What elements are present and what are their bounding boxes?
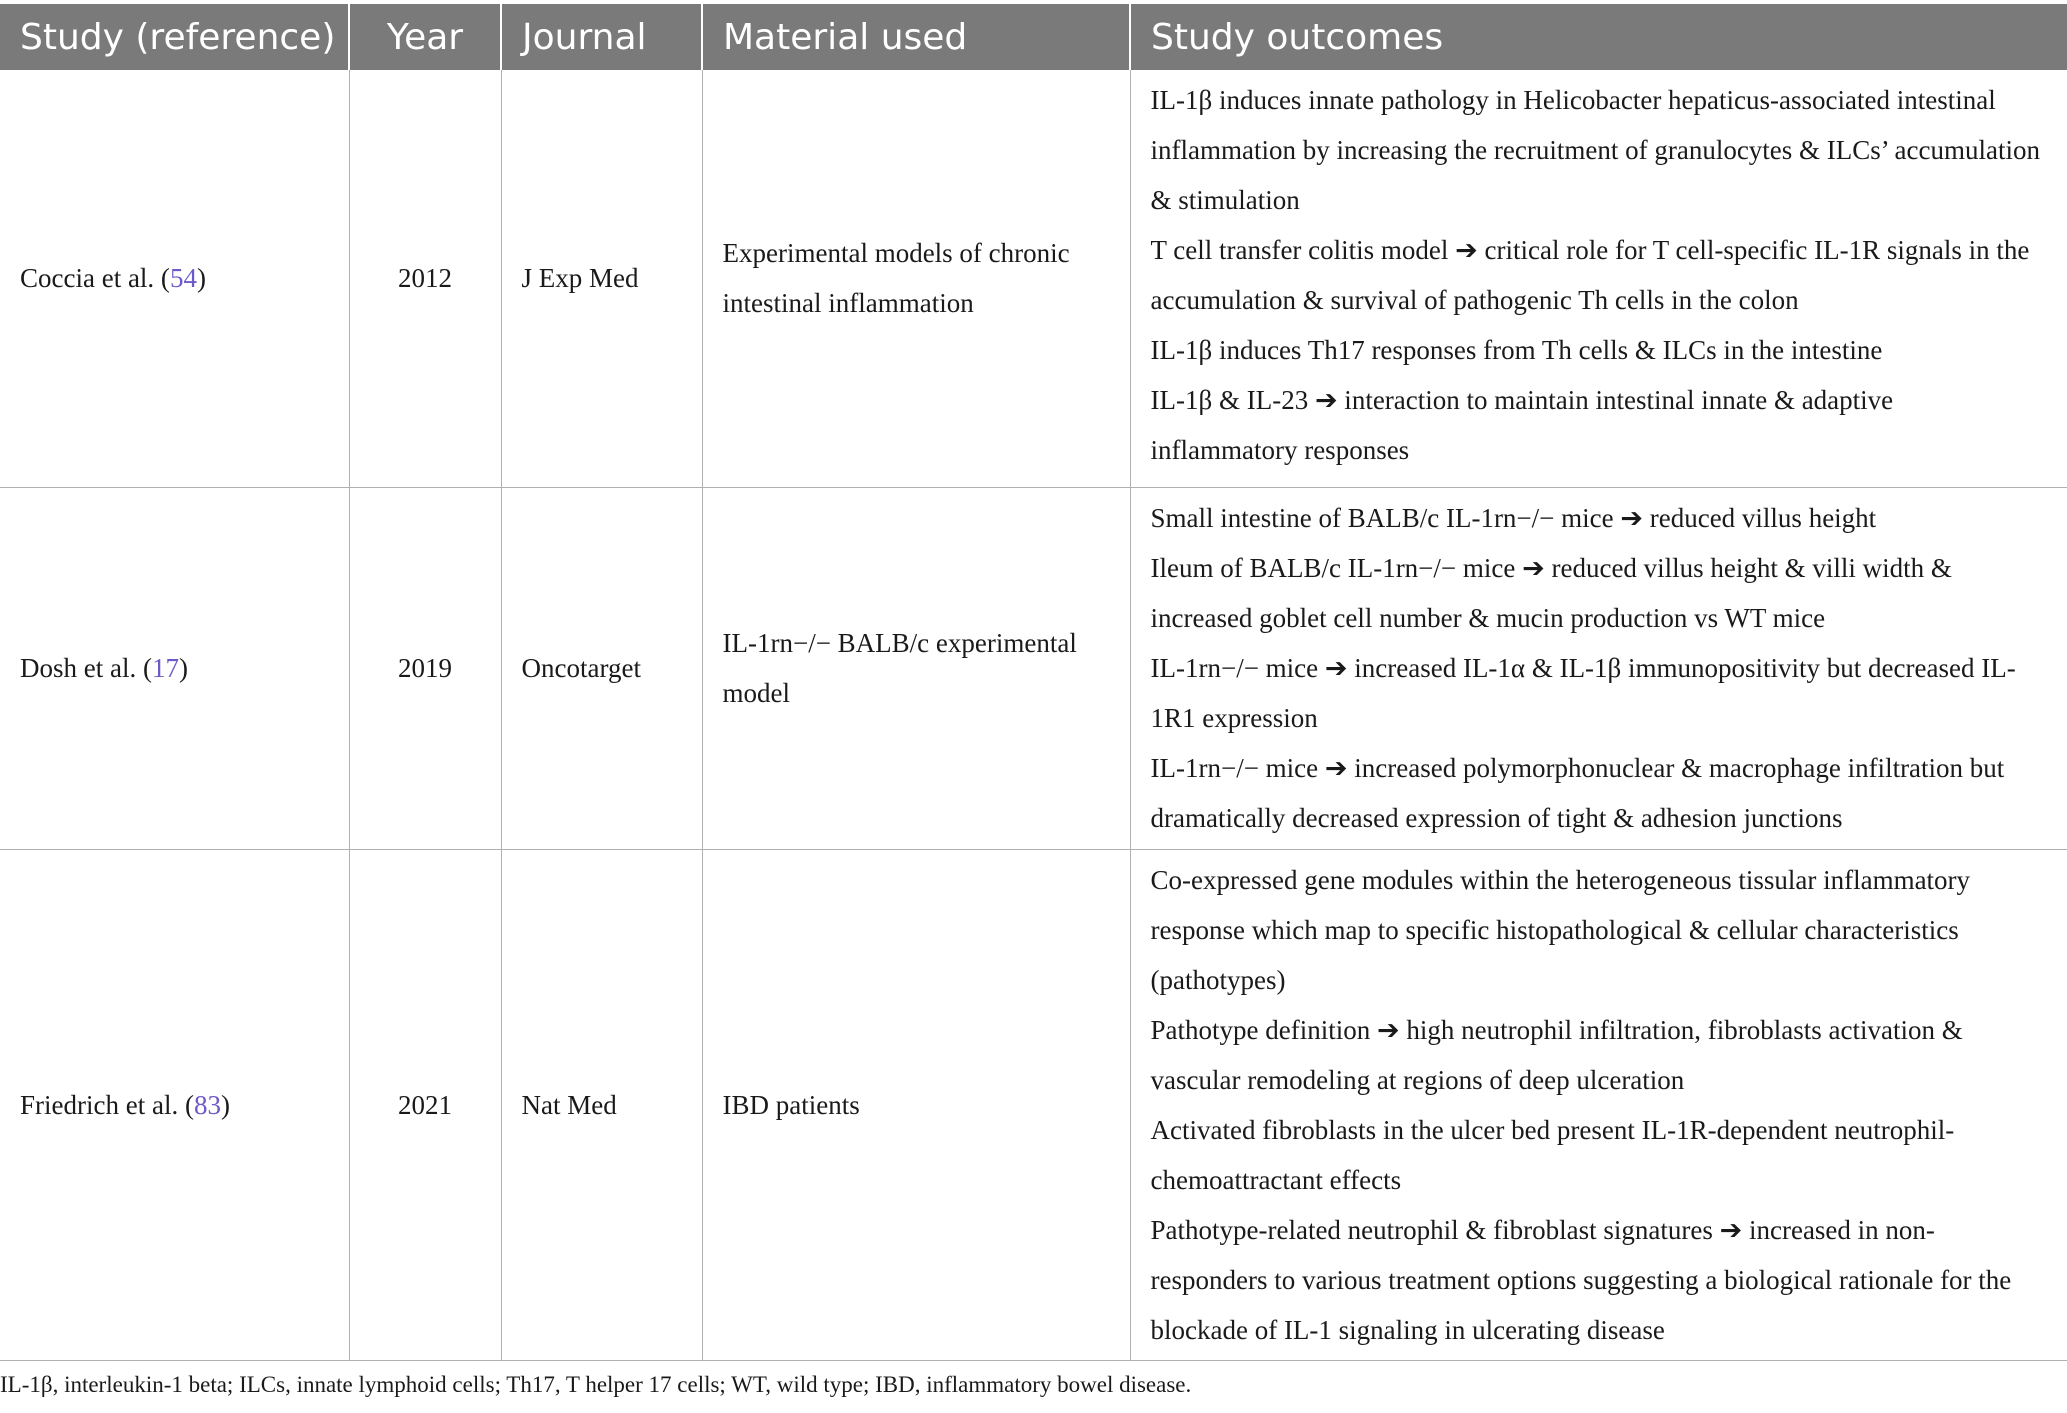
material-cell: IL-1rn−/− BALB/c experimental model — [702, 487, 1130, 849]
year-cell: 2021 — [349, 849, 501, 1360]
studies-table — [0, 4, 2067, 1361]
study-cell — [0, 487, 349, 849]
journal-cell: Nat Med — [501, 849, 702, 1360]
outcome-item: Pathotype-related neutrophil & fibroblast signatures ➔ increased in non-responders to various treatment options suggesting a biological rationale for the blockade of IL-1 signaling in ulcerating disease — [1150, 1214, 2012, 1345]
table-footnote: IL-1β, interleukin-1 beta; ILCs, innate lymphoid cells; Th17, T helper 17 cells; WT, wild type; IBD, inflammatory bowel disease. — [0, 1372, 1192, 1397]
outcome-item: T cell transfer colitis model ➔ critical role for T cell-specific IL-1R signals in the accumulation & survival of pathogenic Th cells in the colon — [1150, 235, 2030, 315]
outcome-item: Ileum of BALB/c IL-1rn−/− mice ➔ reduced villus height & villi width & increased goblet cell number & mucin production vs WT mice — [1150, 552, 1952, 633]
header-study: Study (reference) — [0, 4, 349, 70]
study-author: Coccia et al. ( — [20, 263, 170, 294]
outcome-item: IL-1rn−/− mice ➔ increased IL-1α & IL-1β immunopositivity but decreased IL-1R1 expression — [1150, 652, 2016, 733]
reference-link[interactable]: 83 — [193, 1089, 221, 1120]
journal-cell: Oncotarget — [501, 487, 702, 849]
outcome-item: IL-1rn−/− mice ➔ increased polymorphonuclear & macrophage infiltration but dramatically decreased expression of tight & adhesion junctions — [1150, 752, 2005, 833]
study-author-close: ) — [220, 1089, 230, 1120]
header-year: Year — [349, 4, 501, 70]
outcome-item: Activated fibroblasts in the ulcer bed present IL-1R-dependent neutrophil-chemoattractant effects — [1150, 1114, 1955, 1195]
outcomes-cell — [1130, 487, 2067, 849]
study-author-close: ) — [178, 653, 188, 683]
reference-link[interactable]: 54 — [169, 263, 197, 294]
table-row — [0, 487, 2067, 849]
outcome-item: IL-1β induces Th17 responses from Th cells & ILCs in the intestine — [1150, 335, 1883, 365]
header-row — [0, 4, 2067, 70]
table-row — [0, 70, 2067, 487]
header-journal: Journal — [501, 4, 702, 70]
material-cell: Experimental models of chronic intestinal inflammation — [702, 70, 1130, 487]
study-author-close: ) — [196, 263, 206, 294]
header-material: Material used — [702, 4, 1130, 70]
outcome-item: IL-1β & IL-23 ➔ interaction to maintain intestinal innate & adaptive inflammatory responses — [1150, 385, 1894, 465]
outcome-item: Pathotype definition ➔ high neutrophil infiltration, fibroblasts activation & vascular remodeling at regions of deep ulceration — [1150, 1014, 1963, 1095]
study-author: Friedrich et al. ( — [20, 1089, 194, 1120]
year-cell: 2012 — [349, 70, 501, 487]
outcomes-cell — [1130, 70, 2067, 487]
table-row — [0, 849, 2067, 1360]
study-cell — [0, 70, 349, 487]
outcome-item: Co-expressed gene modules within the heterogeneous tissular inflammatory response which map to specific histopathological & cellular characteristics (pathotypes) — [1150, 864, 1971, 995]
header-outcomes: Study outcomes — [1130, 4, 2067, 70]
outcome-item: IL-1β induces innate pathology in Helicobacter hepaticus-associated intestinal inflammation by increasing the recruitment of granulocytes & ILCs’ accumulation & stimulation — [1150, 85, 2040, 215]
study-author: Dosh et al. ( — [20, 653, 152, 683]
study-cell — [0, 849, 349, 1360]
outcomes-cell — [1130, 849, 2067, 1360]
year-cell: 2019 — [349, 487, 501, 849]
reference-link[interactable]: 17 — [151, 653, 179, 683]
journal-cell: J Exp Med — [501, 70, 702, 487]
outcome-item: Small intestine of BALB/c IL-1rn−/− mice ➔ reduced villus height — [1150, 502, 1877, 533]
material-cell: IBD patients — [702, 849, 1130, 1360]
